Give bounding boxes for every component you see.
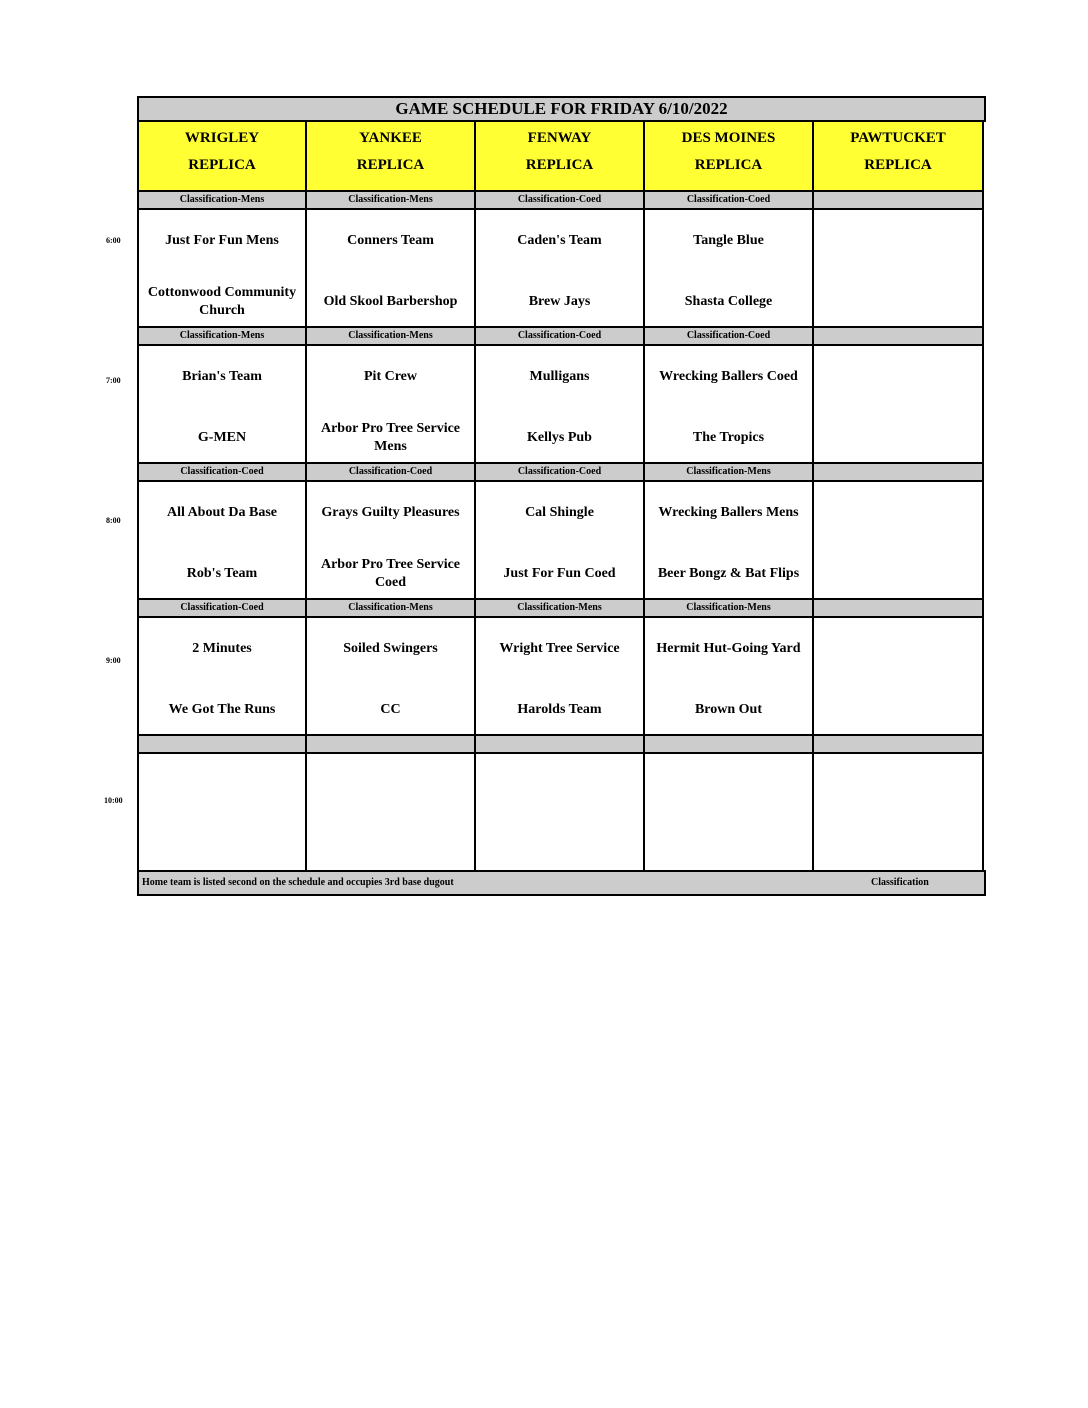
time-label: 6:00 [106, 236, 121, 245]
classification-cell: Classification-Mens [643, 462, 814, 482]
field-header [812, 120, 984, 192]
away-team: 2 Minutes [192, 641, 252, 656]
classification-cell [643, 734, 814, 754]
away-team: Cal Shingle [525, 505, 594, 520]
game-cell [643, 616, 814, 736]
classification-cell: Classification-Coed [474, 462, 645, 482]
game-cell [305, 752, 476, 872]
away-team: Grays Guilty Pleasures [321, 505, 460, 520]
time-label: 7:00 [106, 376, 121, 385]
field-header [474, 120, 645, 192]
game-row [137, 482, 986, 600]
field-header [643, 120, 814, 192]
home-team: Arbor Pro Tree Service Mens [320, 421, 461, 454]
time-label: 8:00 [106, 516, 121, 525]
classification-cell: Classification-Coed [643, 190, 814, 210]
home-team-note: Home team is listed second on the schedule and occupies 3rd base dugout [142, 877, 454, 888]
home-team: Arbor Pro Tree Service Coed [320, 557, 461, 590]
classification-cell: Classification-Coed [137, 598, 307, 618]
game-row [137, 754, 986, 872]
field-name: WRIGLEY [184, 130, 260, 146]
away-team: Pit Crew [364, 369, 417, 384]
away-team: Wrecking Ballers Coed [659, 369, 798, 384]
away-team: Conners Team [347, 233, 434, 248]
game-cell [812, 616, 984, 736]
classification-cell [305, 734, 476, 754]
field-type: REPLICA [188, 157, 256, 173]
game-cell [643, 752, 814, 872]
away-team: Mulligans [529, 369, 590, 384]
game-cell [305, 344, 476, 464]
schedule-table [137, 96, 986, 896]
classification-cell: Classification-Mens [305, 190, 476, 210]
field-type: REPLICA [864, 157, 932, 173]
home-team: Old Skool Barbershop [323, 294, 458, 309]
game-row [137, 210, 986, 328]
home-team: Cottonwood Community Church [147, 285, 297, 318]
field-type: REPLICA [356, 157, 425, 173]
field-name: DES MOINES [681, 130, 776, 146]
field-name: YANKEE [359, 130, 422, 146]
away-team: Soiled Swingers [343, 641, 438, 656]
field-name: PAWTUCKET [850, 130, 946, 146]
footer-classification-label: Classification [871, 877, 929, 888]
classification-cell [812, 734, 984, 754]
classification-cell [812, 462, 984, 482]
field-type: REPLICA [525, 157, 594, 173]
away-team: All About Da Base [166, 505, 278, 520]
classification-cell: Classification-Coed [643, 326, 814, 346]
schedule-title: GAME SCHEDULE FOR FRIDAY 6/10/2022 [137, 96, 986, 122]
classification-cell: Classification-Mens [643, 598, 814, 618]
classification-cell: Classification-Mens [305, 598, 476, 618]
classification-cell: Classification-Mens [474, 598, 645, 618]
classification-cell [812, 326, 984, 346]
game-cell [812, 344, 984, 464]
away-team: Tangle Blue [693, 233, 764, 248]
game-cell [643, 208, 814, 328]
time-label: 10:00 [104, 796, 123, 805]
home-team: Harolds Team [517, 702, 602, 717]
home-team: Beer Bongz & Bat Flips [657, 566, 800, 581]
field-header [305, 120, 476, 192]
classification-cell: Classification-Coed [137, 462, 307, 482]
field-header [137, 120, 307, 192]
game-cell [474, 208, 645, 328]
game-cell [137, 752, 307, 872]
game-row [137, 618, 986, 736]
home-team: CC [380, 702, 401, 717]
field-header-row [137, 122, 986, 192]
home-team: We Got The Runs [168, 702, 276, 717]
classification-cell: Classification-Mens [137, 326, 307, 346]
schedule-footer [137, 870, 986, 896]
game-cell [305, 208, 476, 328]
classification-cell: Classification-Coed [305, 462, 476, 482]
game-cell [474, 616, 645, 736]
field-type: REPLICA [694, 157, 763, 173]
home-team: Brew Jays [528, 294, 591, 309]
classification-cell [137, 734, 307, 754]
home-team: Shasta College [684, 294, 773, 309]
home-team: Just For Fun Coed [503, 566, 616, 581]
away-team: Just For Fun Mens [165, 233, 279, 248]
game-cell [137, 480, 307, 600]
classification-cell [812, 190, 984, 210]
game-cell [305, 616, 476, 736]
game-cell [474, 480, 645, 600]
classification-cell: Classification-Mens [137, 190, 307, 210]
classification-cell: Classification-Coed [474, 326, 645, 346]
home-team: Kellys Pub [527, 430, 592, 445]
game-cell [812, 208, 984, 328]
home-team: The Tropics [692, 430, 765, 445]
time-label: 9:00 [106, 656, 121, 665]
home-team: Brown Out [694, 702, 763, 717]
home-team: Rob's Team [186, 566, 258, 581]
classification-cell [812, 598, 984, 618]
home-team: G-MEN [197, 430, 247, 445]
game-cell [137, 344, 307, 464]
game-cell [474, 752, 645, 872]
game-cell [137, 616, 307, 736]
classification-cell: Classification-Coed [474, 190, 645, 210]
away-team: Hermit Hut-Going Yard [656, 641, 801, 656]
away-team: Wrecking Ballers Mens [658, 505, 799, 520]
game-cell [812, 480, 984, 600]
game-cell [474, 344, 645, 464]
away-team: Brian's Team [182, 369, 262, 384]
classification-cell: Classification-Mens [305, 326, 476, 346]
field-name: FENWAY [527, 130, 592, 146]
game-cell [305, 480, 476, 600]
game-cell [137, 208, 307, 328]
classification-cell [474, 734, 645, 754]
away-team: Caden's Team [517, 233, 602, 248]
game-cell [812, 752, 984, 872]
away-team: Wright Tree Service [499, 641, 620, 656]
game-cell [643, 344, 814, 464]
game-row [137, 346, 986, 464]
game-cell [643, 480, 814, 600]
